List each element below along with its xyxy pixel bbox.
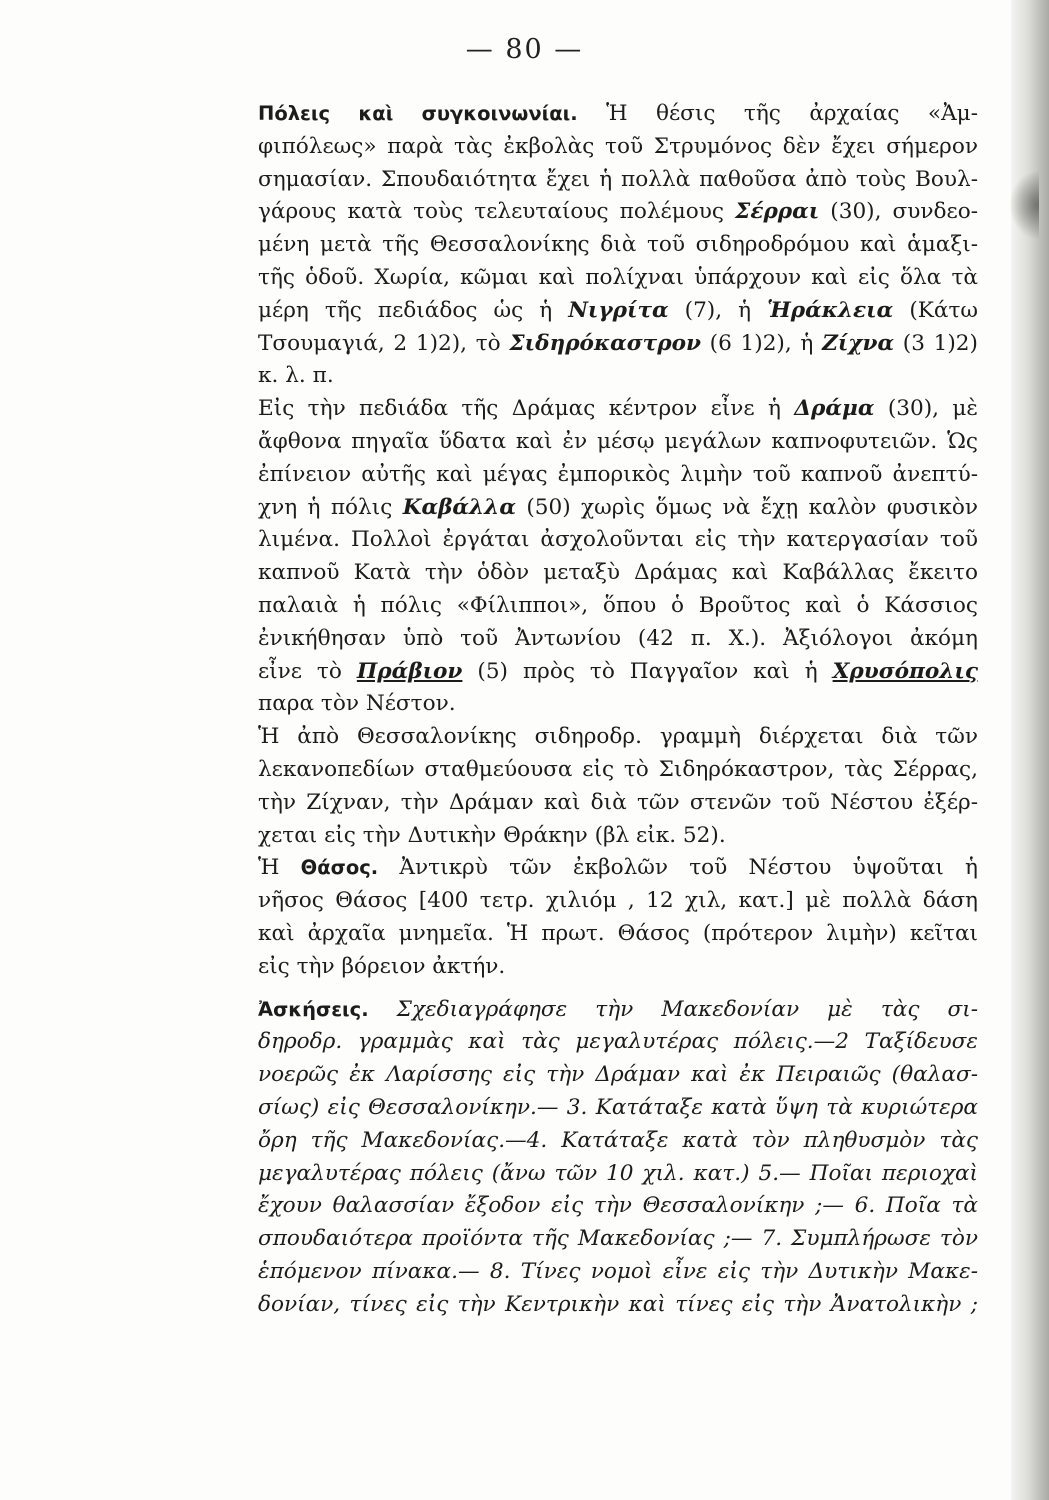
text-line: μέρη τῆς πεδιάδος ὡς ἡ Νιγρίτα (7), ἡ Ἡράκλεια (Κάτω bbox=[258, 297, 979, 323]
text-line: εἰς τὴν βόρειον ἀκτήν. bbox=[258, 953, 506, 979]
text-line: τῆς ὁδοῦ. Χωρία, κῶμαι καὶ πολίχναι ὑπάρχουν καὶ εἰς ὅλα τὰ bbox=[258, 264, 978, 290]
text-line: λεκανοπεδίων σταθμεύουσα εἰς τὸ Σιδηρόκαστρον, τὰς Σέρρας, bbox=[258, 756, 978, 782]
text-line: σημασίαν. Σπουδαιότητα ἔχει ἡ πολλὰ παθοῦσα ἀπὸ τοὺς Βουλ- bbox=[258, 166, 978, 192]
place-kavalla: Καβάλλα bbox=[402, 494, 516, 520]
text-line: κ. λ. π. bbox=[258, 363, 334, 389]
text-line: Ἡ ἀπὸ Θεσσαλονίκης σιδηροδρ. γραμμὴ διέρχεται διὰ τῶν bbox=[258, 724, 978, 750]
section-heading-cities: Πόλεις καὶ συγκοινωνίαι. bbox=[258, 102, 578, 125]
place-serrai: Σέρραι bbox=[735, 199, 820, 225]
text-line: ἐνικήθησαν ὑπὸ τοῦ Ἀντωνίου (42 π. Χ.). Ἀξιόλογοι ἀκόμη bbox=[258, 625, 978, 651]
place-irakleia: Ἡράκλεια bbox=[767, 297, 894, 323]
text-line: παλαιὰ ἡ πόλις «Φίλιπποι», ὅπου ὁ Βροῦτος καὶ ὁ Κάσσιος bbox=[258, 592, 978, 618]
text-line: Ἀσκήσεις. Σχεδιαγράφησε τὴν Μακεδονίαν μὲ τὰς σι- bbox=[258, 996, 978, 1022]
text-line: Τσουμαγιά, 2 1)2), τὸ Σιδηρόκαστρον (6 1)2), ἡ Ζίχνα (3 1)2) bbox=[258, 330, 978, 356]
text-line: νῆσος Θάσος [400 τετρ. χιλιόμ , 12 χιλ, κατ.] μὲ πολλὰ δάση bbox=[258, 888, 978, 914]
text-line: ἄφθονα πηγαῖα ὕδατα καὶ ἐν μέσῳ μεγάλων καπνοφυτειῶν. Ὡς bbox=[258, 428, 978, 454]
text-line: νοερῶς ἐκ Λαρίσσης εἰς τὴν Δράμαν καὶ ἐκ Πειραιῶς (θαλασ- bbox=[258, 1062, 978, 1088]
text-line: τὴν Ζίχναν, τὴν Δράμαν καὶ διὰ τῶν στενῶν τοῦ Νέστου ἐξέρ- bbox=[258, 789, 978, 815]
text-line: Πόλεις καὶ συγκοινωνίαι. Ἡ θέσις τῆς ἀρχαίας «Ἀμ- bbox=[258, 101, 978, 126]
place-chrysoupolis: Χρυσόπολις bbox=[832, 658, 978, 684]
text-line: μεγαλυτέρας πόλεις (ἄνω τῶν 10 χιλ. κατ.) 5.— Ποῖαι περιοχαὶ bbox=[258, 1160, 978, 1186]
place-zichna: Ζίχνα bbox=[822, 330, 895, 356]
text-line: χνη ἡ πόλις Καβάλλα (50) χωρὶς ὅμως νὰ ἔχῃ καλὸν φυσικὸν bbox=[258, 494, 978, 520]
text-line: ἑπόμενον πίνακα.— 8. Τίνες νομοὶ εἶνε εἰς τὴν Δυτικὴν Μακε- bbox=[258, 1258, 978, 1284]
text-line: γάρους κατὰ τοὺς τελευταίους πολέμους Σέρραι (30), συνδεο- bbox=[258, 199, 978, 225]
text-line: σίως) εἰς Θεσσαλονίκην.— 3. Κατάταξε κατὰ ὕψη τὰ κυριώτερα bbox=[258, 1094, 978, 1120]
text-line: παρα τὸν Νέστον. bbox=[258, 691, 456, 717]
text-line: καὶ ἀρχαῖα μνημεῖα. Ἡ πρωτ. Θάσος (πρότερον λιμὴν) κεῖται bbox=[258, 920, 978, 946]
place-sidirokastron: Σιδηρόκαστρον bbox=[509, 330, 701, 356]
text-line: Ἡ Θάσος. Ἀντικρὺ τῶν ἐκβολῶν τοῦ Νέστου ὑψοῦται ἡ bbox=[258, 855, 978, 881]
page-number: — 80 — bbox=[465, 34, 584, 65]
text-line: λιμένα. Πολλοὶ ἐργάται ἀσχολοῦνται εἰς τὴν κατεργασίαν τοῦ bbox=[258, 527, 978, 553]
text-line: δονίαν, τίνες εἰς τὴν Κεντρικὴν καὶ τίνες εἰς τὴν Ἀνατολικὴν ; bbox=[258, 1291, 978, 1317]
text-line: σπουδαιότερα προϊόντα τῆς Μακεδονίας ;— 7. Συμπλήρωσε τὸν bbox=[258, 1226, 978, 1252]
place-drama: Δράμα bbox=[794, 396, 875, 422]
text-line: Εἰς τὴν πεδιάδα τῆς Δράμας κέντρον εἶνε ἡ Δράμα (30), μὲ bbox=[258, 396, 979, 422]
text-line: καπνοῦ Κατὰ τὴν ὁδὸν μεταξὺ Δράμας καὶ Καβάλλας ἔκειτο bbox=[258, 560, 978, 586]
text-line: ὄρη τῆς Μακεδονίας.—4. Κατάταξε κατὰ τὸν πληθυσμὸν τὰς bbox=[258, 1127, 978, 1153]
text-line: ἐπίνειον αὐτῆς καὶ μέγας ἐμπορικὸς λιμὴν τοῦ καπνοῦ ἀνεπτύ- bbox=[258, 461, 978, 487]
text-line: δηροδρ. γραμμὰς καὶ τὰς μεγαλυτέρας πόλεις.—2 Ταξίδευσε bbox=[258, 1029, 978, 1055]
text-line: εἶνε τὸ Πράβιον (5) πρὸς τὸ Παγγαῖον καὶ ἡ Χρυσόπολις bbox=[258, 658, 978, 684]
text-line: χεται εἰς τὴν Δυτικὴν Θράκην (βλ εἰκ. 52). bbox=[258, 822, 726, 848]
page-edge-dark-mark bbox=[1009, 170, 1039, 240]
place-nigrita: Νιγρίτα bbox=[568, 297, 669, 323]
page-body bbox=[258, 98, 978, 1321]
section-gap bbox=[258, 984, 978, 994]
section-heading-thasos: Θάσος. bbox=[300, 856, 379, 880]
section-heading-exercises: Ἀσκήσεις. bbox=[258, 997, 369, 1021]
place-pravion: Πράβιον bbox=[356, 658, 463, 684]
text-line: ἔχουν θαλασσίαν ἔξοδον εἰς τὴν Θεσσαλονίκην ;— 6. Ποῖα τὰ bbox=[258, 1193, 978, 1219]
text-line: φιπόλεως» παρὰ τὰς ἐκβολὰς τοῦ Στρυμόνος δὲν ἔχει σήμερον bbox=[258, 133, 978, 159]
text-line: μένη μετὰ τῆς Θεσσαλονίκης διὰ τοῦ σιδηροδρόμου καὶ ἁμαξι- bbox=[258, 232, 978, 258]
